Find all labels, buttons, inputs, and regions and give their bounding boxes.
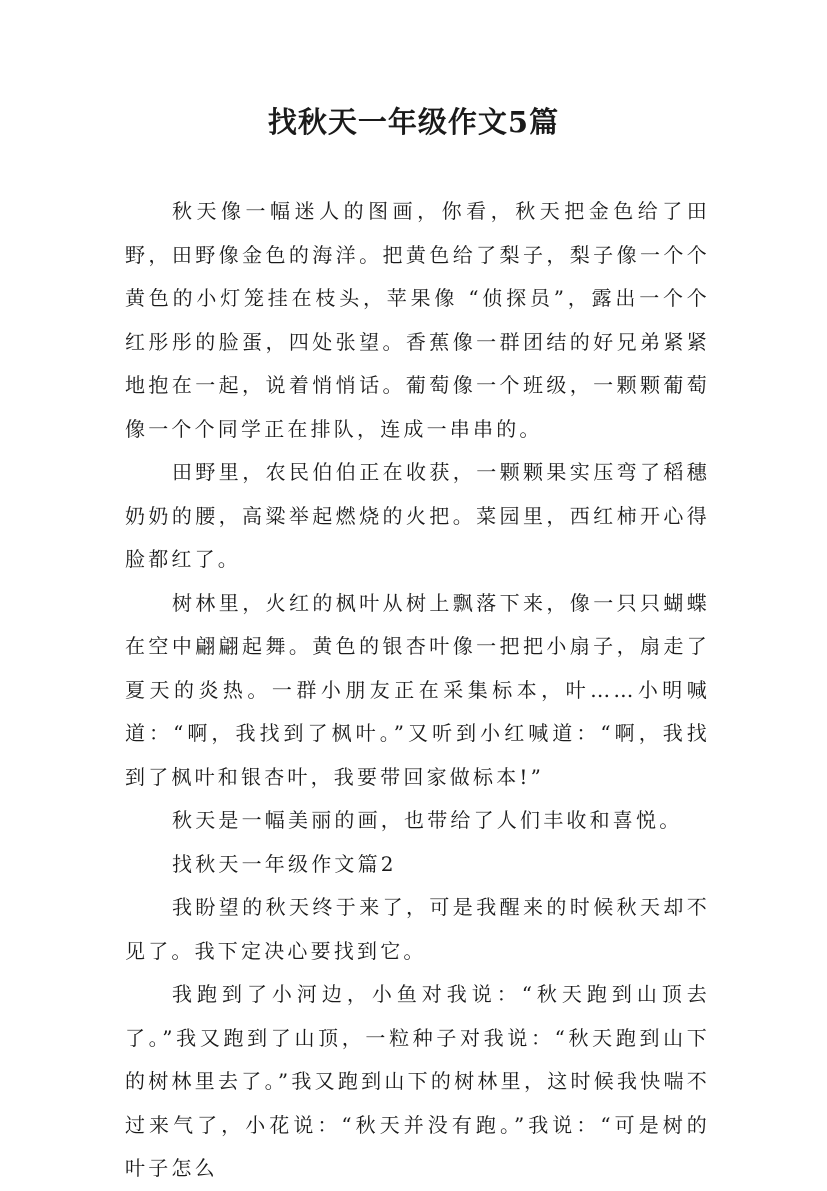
paragraph: 我盼望的秋天终于来了，可是我醒来的时候秋天却不见了。我下定决心要找到它。 — [125, 895, 710, 963]
section-heading: 找秋天一年级作文篇2 — [172, 851, 397, 876]
paragraph: 我跑到了小河边，小鱼对我说：“秋天跑到山顶去了。”我又跑到了山顶，一粒种子对我说：“秋天跑到山下的树林里去了。”我又跑到山下的树林里，这时候我快喘不过来气了，小花说：“秋天并没有跑。”我说：“可是树的叶子怎么 — [125, 982, 710, 1180]
paragraph: 田野里，农民伯伯正在收获，一颗颗果实压弯了稻穗奶奶的腰，高粱举起燃烧的火把。菜园里，西红柿开心得脸都红了。 — [125, 460, 710, 571]
paragraph: 秋天是一幅美丽的画，也带给了人们丰收和喜悦。 — [172, 808, 683, 832]
paragraph: 秋天像一幅迷人的图画，你看，秋天把金色给了田野，田野像金色的海洋。把黄色给了梨子，梨子像一个个黄色的小灯笼挂在枝头，苹果像 “侦探员”，露出一个个红彤彤的脸蛋，四处张望。香蕉像一群团结的好兄弟紧紧地抱在一起，说着悄悄话。葡萄像一个班级，一颗颗葡萄像一个个同学正在排队，连成一串串的。 — [125, 199, 710, 441]
paragraph: 树林里，火红的枫叶从树上飘落下来，像一只只蝴蝶在空中翩翩起舞。黄色的银杏叶像一把把小扇子，扇走了夏天的炎热。一群小朋友正在采集标本，叶……小明喊道：“啊，我找到了枫叶。”又听到小红喊道：“啊，我找到了枫叶和银杏叶，我要带回家做标本!” — [125, 590, 710, 789]
document-title: 找秋天一年级作文5篇 — [267, 105, 560, 139]
document-body — [125, 190, 710, 1191]
